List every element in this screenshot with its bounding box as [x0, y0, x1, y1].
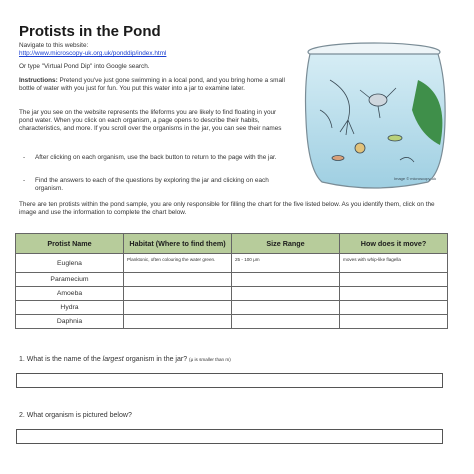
table-header-row — [16, 234, 448, 254]
question-1-text: 1. What is the name of the — [19, 356, 103, 363]
cell-habitat[interactable]: Planktonic, often colouring the water green. — [124, 254, 232, 273]
amoeba-organism[interactable] — [355, 143, 365, 153]
cell-movement[interactable] — [340, 315, 448, 329]
cell-habitat[interactable] — [124, 315, 232, 329]
bullet-item — [23, 154, 280, 162]
table-row — [16, 273, 448, 287]
cell-size-range[interactable] — [232, 287, 340, 301]
cell-movement[interactable]: moves with whip-like flagella — [340, 254, 448, 273]
instructions-heading: Instructions: — [19, 77, 58, 84]
cell-protist-name: Amoeba — [16, 287, 124, 301]
euglena-organism[interactable] — [388, 135, 402, 141]
website-link[interactable]: http://www.microscopy-uk.org.uk/ponddip/index.html — [19, 50, 167, 57]
cell-protist-name: Euglena — [16, 254, 124, 273]
cell-size-range[interactable]: 25 - 100 μm — [232, 254, 340, 273]
answer-box-1[interactable] — [16, 373, 443, 388]
question-1-emphasis: largest — [102, 356, 124, 363]
protist-chart — [15, 233, 448, 329]
cell-habitat[interactable] — [124, 287, 232, 301]
question-1 — [19, 356, 231, 363]
header-protist-name: Protist Name — [16, 234, 124, 254]
jar-credit: Image © microscopy-uk — [394, 176, 437, 181]
header-habitat: Habitat (Where to find them) — [124, 234, 232, 254]
cell-movement[interactable] — [340, 273, 448, 287]
bullet-dash: - — [23, 154, 26, 161]
bullet-dash: - — [23, 177, 26, 184]
bullet-item — [23, 177, 280, 193]
question-1-note: (μ is smaller than m) — [189, 357, 231, 362]
cell-movement[interactable] — [340, 287, 448, 301]
chart-instructions: There are ten protists within the pond sample, you are only responsible for filling the chart for the five listed below. As you identify them, click on the image and use the information to complete the chart below. — [19, 201, 435, 217]
question-1-text-end: organism in the jar? — [123, 356, 188, 363]
question-2 — [19, 412, 132, 419]
daphnia-organism[interactable] — [369, 94, 387, 106]
answer-box-2[interactable] — [16, 429, 443, 444]
table-row — [16, 254, 448, 273]
table-row — [16, 301, 448, 315]
cell-habitat[interactable] — [124, 301, 232, 315]
cell-protist-name: Daphnia — [16, 315, 124, 329]
instructions-body: Pretend you've just gone swimming in a local pond, and you bring home a small bottle of water with you just for fun. You put this water into a jar to examine later. — [19, 77, 285, 93]
table-row — [16, 287, 448, 301]
cell-size-range[interactable] — [232, 273, 340, 287]
jar-description: The jar you see on the website represents the lifeforms you are likely to find floating in your pond water. When you click on each organism, a page opens to describe their habits, characteristics, and more. If you scroll over the organisms in the jar, you can see their names — [19, 109, 282, 133]
table-row — [16, 315, 448, 329]
cell-protist-name: Hydra — [16, 301, 124, 315]
cell-habitat[interactable] — [124, 273, 232, 287]
pond-jar-illustration[interactable] — [300, 40, 450, 192]
bullet-text-2: Find the answers to each of the questions by exploring the jar and clicking on each organism. — [35, 177, 269, 193]
cell-movement[interactable] — [340, 301, 448, 315]
question-2-text: 2. What organism is pictured below? — [19, 412, 132, 419]
instructions-paragraph — [19, 77, 291, 93]
google-hint: Or type "Virtual Pond Dip" into Google search. — [19, 63, 150, 70]
paramecium-organism[interactable] — [332, 156, 344, 161]
cell-size-range[interactable] — [232, 315, 340, 329]
navigate-label: Navigate to this website: — [19, 42, 89, 49]
cell-size-range[interactable] — [232, 301, 340, 315]
cell-protist-name: Paramecium — [16, 273, 124, 287]
bullet-text-1: After clicking on each organism, use the back button to return to the page with the jar. — [35, 154, 277, 161]
header-size-range: Size Range — [232, 234, 340, 254]
header-movement: How does it move? — [340, 234, 448, 254]
page-title: Protists in the Pond — [19, 23, 161, 40]
